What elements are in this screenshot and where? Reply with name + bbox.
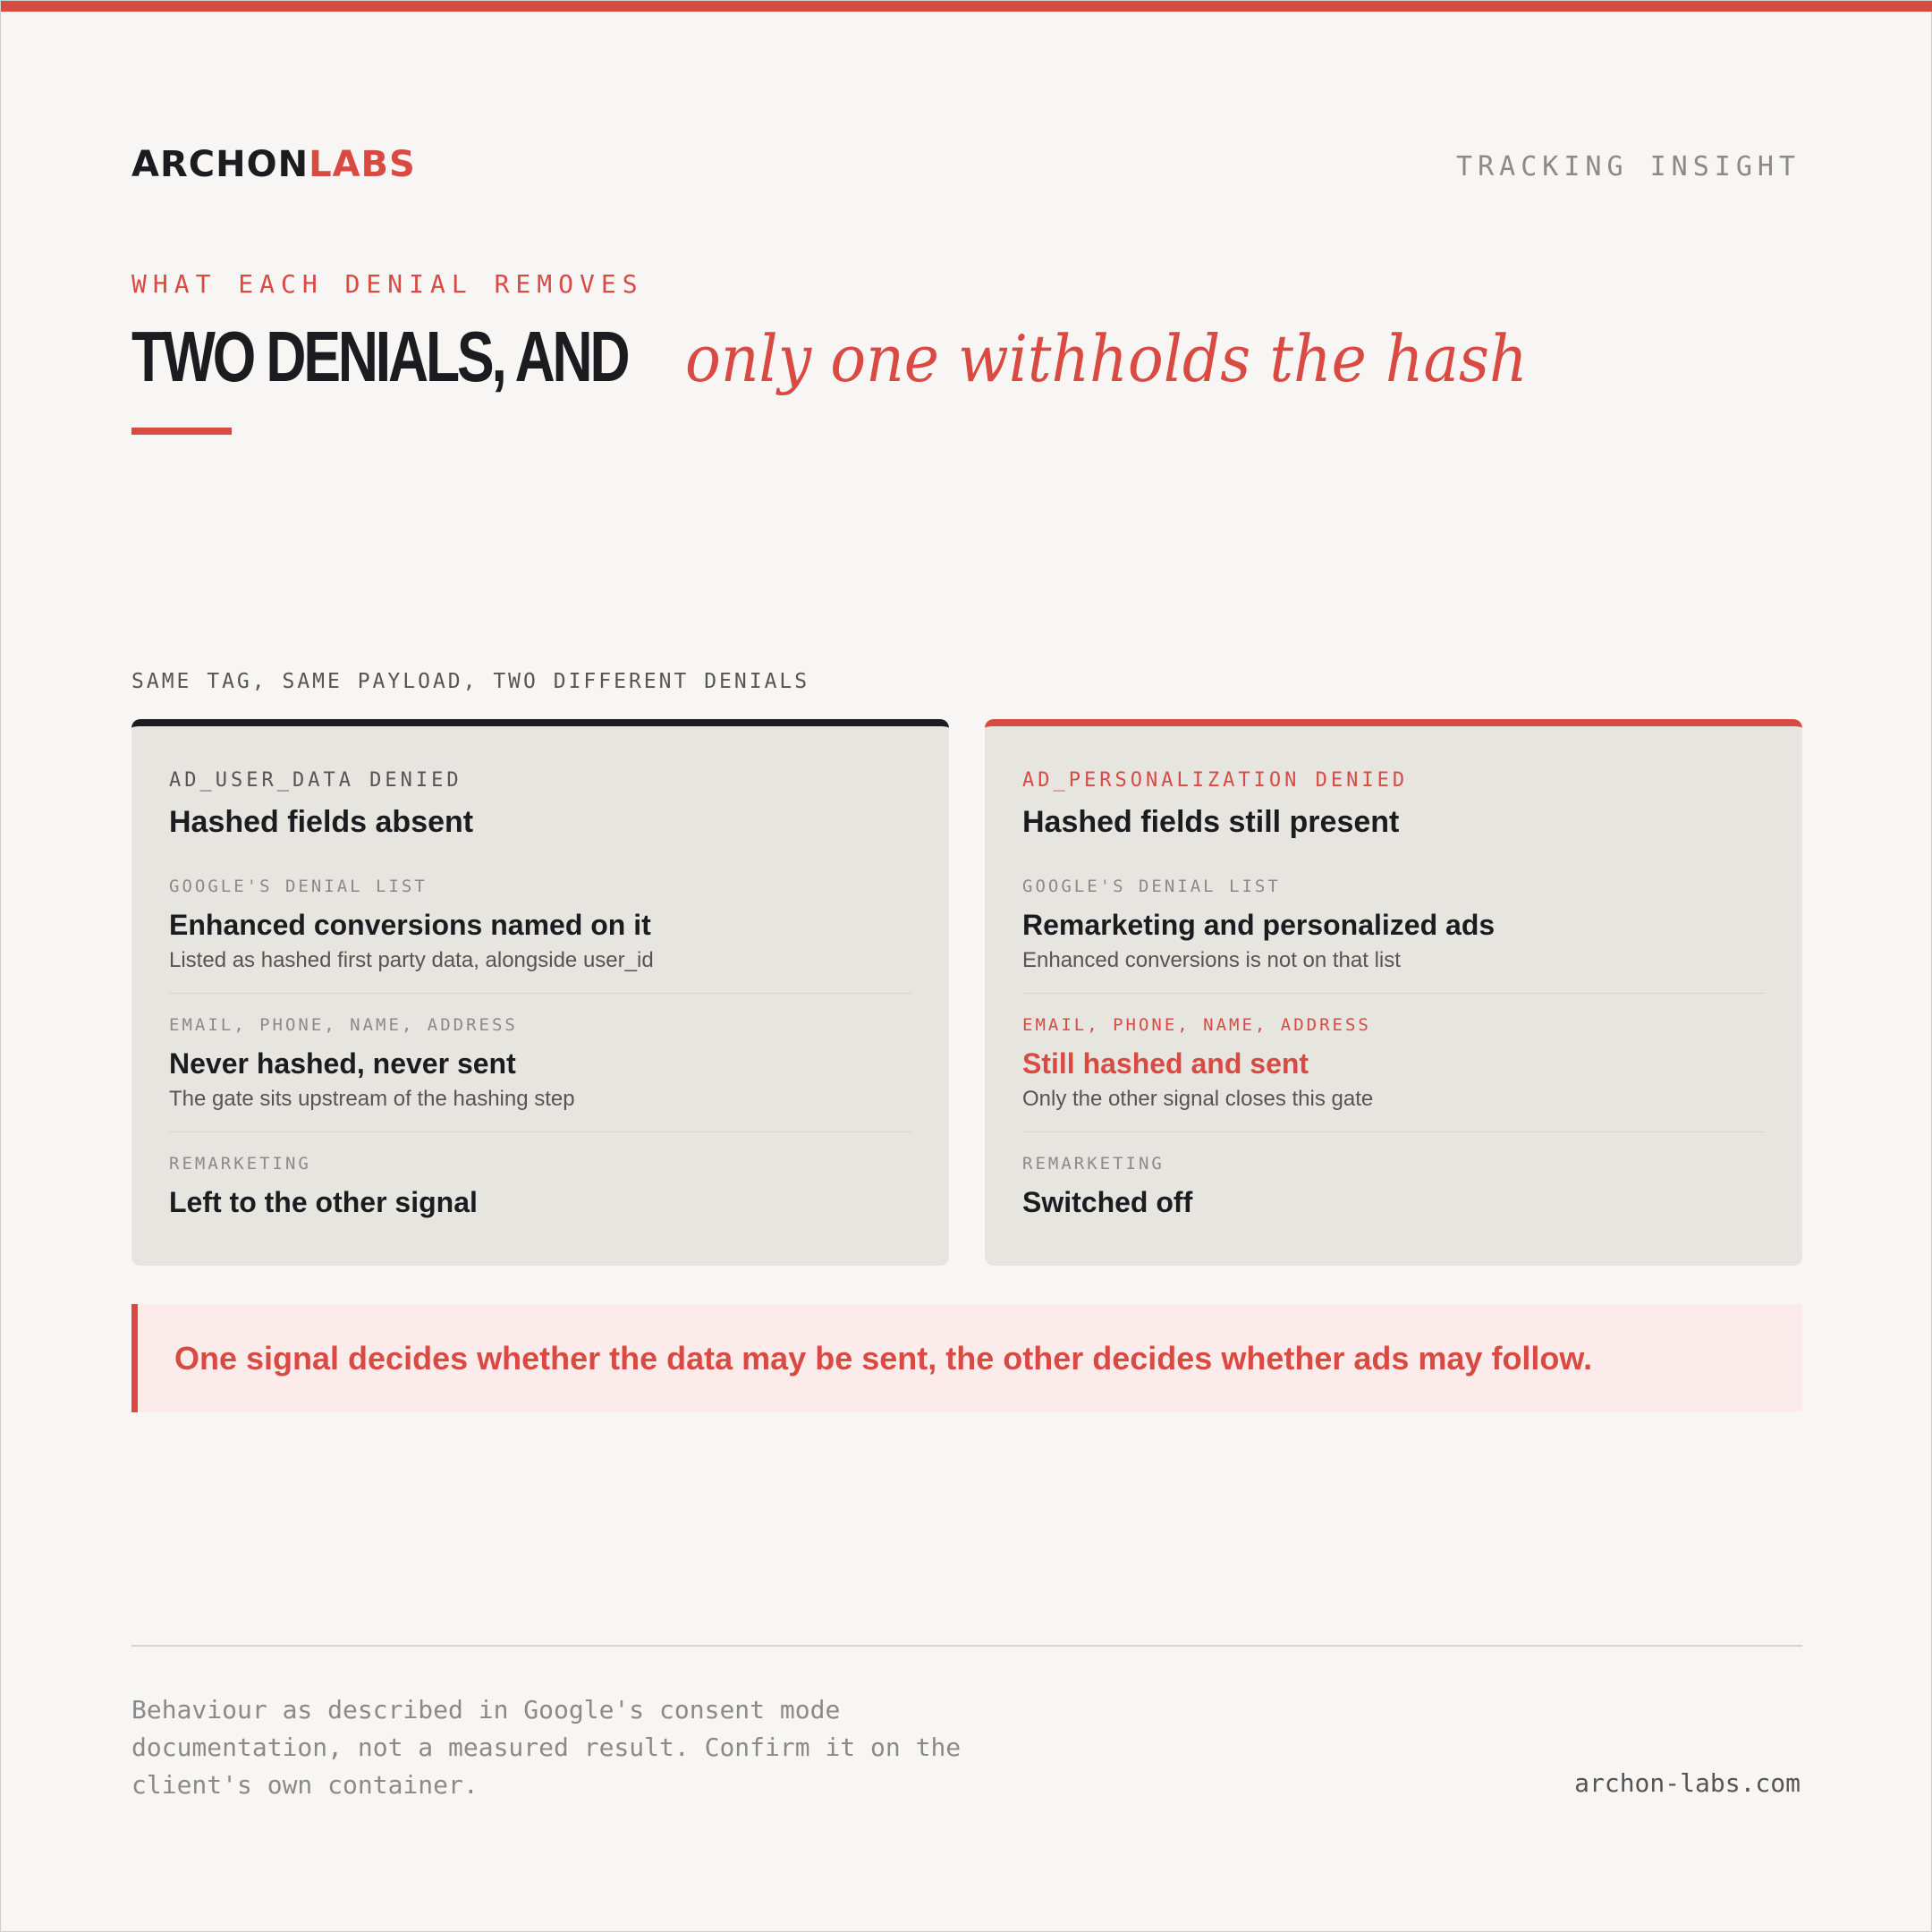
row-title: Remarketing and personalized ads [1022, 909, 1496, 941]
row-subtitle: The gate sits upstream of the hashing step [169, 1087, 575, 1111]
page-title-italic: only one withholds the hash [685, 321, 1528, 396]
card-row [1022, 859, 1765, 975]
brand-logo [131, 144, 416, 185]
row-label: REMARKETING [169, 1154, 311, 1174]
callout-text: One signal decides whether the data may be sent, the other decides whether ads may follow. [174, 1339, 1593, 1377]
row-label: GOOGLE'S DENIAL LIST [169, 877, 428, 896]
row-subtitle: Listed as hashed first party data, alongside user_id [169, 948, 654, 972]
card-eyebrow: AD_PERSONALIZATION DENIED [1022, 769, 1409, 792]
row-subtitle: Only the other signal closes this gate [1022, 1087, 1374, 1111]
card-ad-personalization [985, 719, 1802, 1266]
page-title [131, 316, 1601, 398]
callout [131, 1304, 1802, 1412]
footer-divider [131, 1645, 1802, 1647]
card-row [169, 1131, 911, 1220]
footer-disclaimer: Behaviour as described in Google's consent mode documentation, not a measured result. Confirm it on the client's own container. [131, 1695, 962, 1800]
card-title: Hashed fields absent [169, 805, 474, 839]
page-eyebrow: WHAT EACH DENIAL REMOVES [131, 269, 644, 299]
top-label: TRACKING INSIGHT [1456, 151, 1801, 182]
top-accent-bar [1, 1, 1932, 12]
card-ad-user-data [131, 719, 949, 1266]
row-label: EMAIL, PHONE, NAME, ADDRESS [1022, 1015, 1371, 1035]
row-label: GOOGLE'S DENIAL LIST [1022, 877, 1281, 896]
row-subtitle: Enhanced conversions is not on that list [1022, 948, 1401, 972]
row-title: Still hashed and sent [1022, 1047, 1309, 1080]
title-underline [131, 428, 232, 435]
row-title: Switched off [1022, 1186, 1193, 1218]
card-row [169, 993, 911, 1114]
card-title: Hashed fields still present [1022, 805, 1400, 839]
card-eyebrow: AD_USER_DATA DENIED [169, 769, 462, 792]
row-label: EMAIL, PHONE, NAME, ADDRESS [169, 1015, 518, 1035]
row-label: REMARKETING [1022, 1154, 1165, 1174]
brand-logo-part1: ARCHON [131, 144, 309, 185]
row-title: Never hashed, never sent [169, 1047, 516, 1080]
brand-logo-part2: LABS [309, 144, 416, 185]
section-label: SAME TAG, SAME PAYLOAD, TWO DIFFERENT DENIALS [131, 670, 810, 693]
row-title: Enhanced conversions named on it [169, 909, 651, 941]
card-row [1022, 993, 1765, 1114]
page-title-bold: TWO DENIALS, AND [131, 317, 628, 396]
card-row [169, 859, 911, 975]
footer-site-link[interactable]: archon-labs.com [1574, 1768, 1801, 1798]
row-title: Left to the other signal [169, 1186, 478, 1218]
card-row [1022, 1131, 1765, 1220]
